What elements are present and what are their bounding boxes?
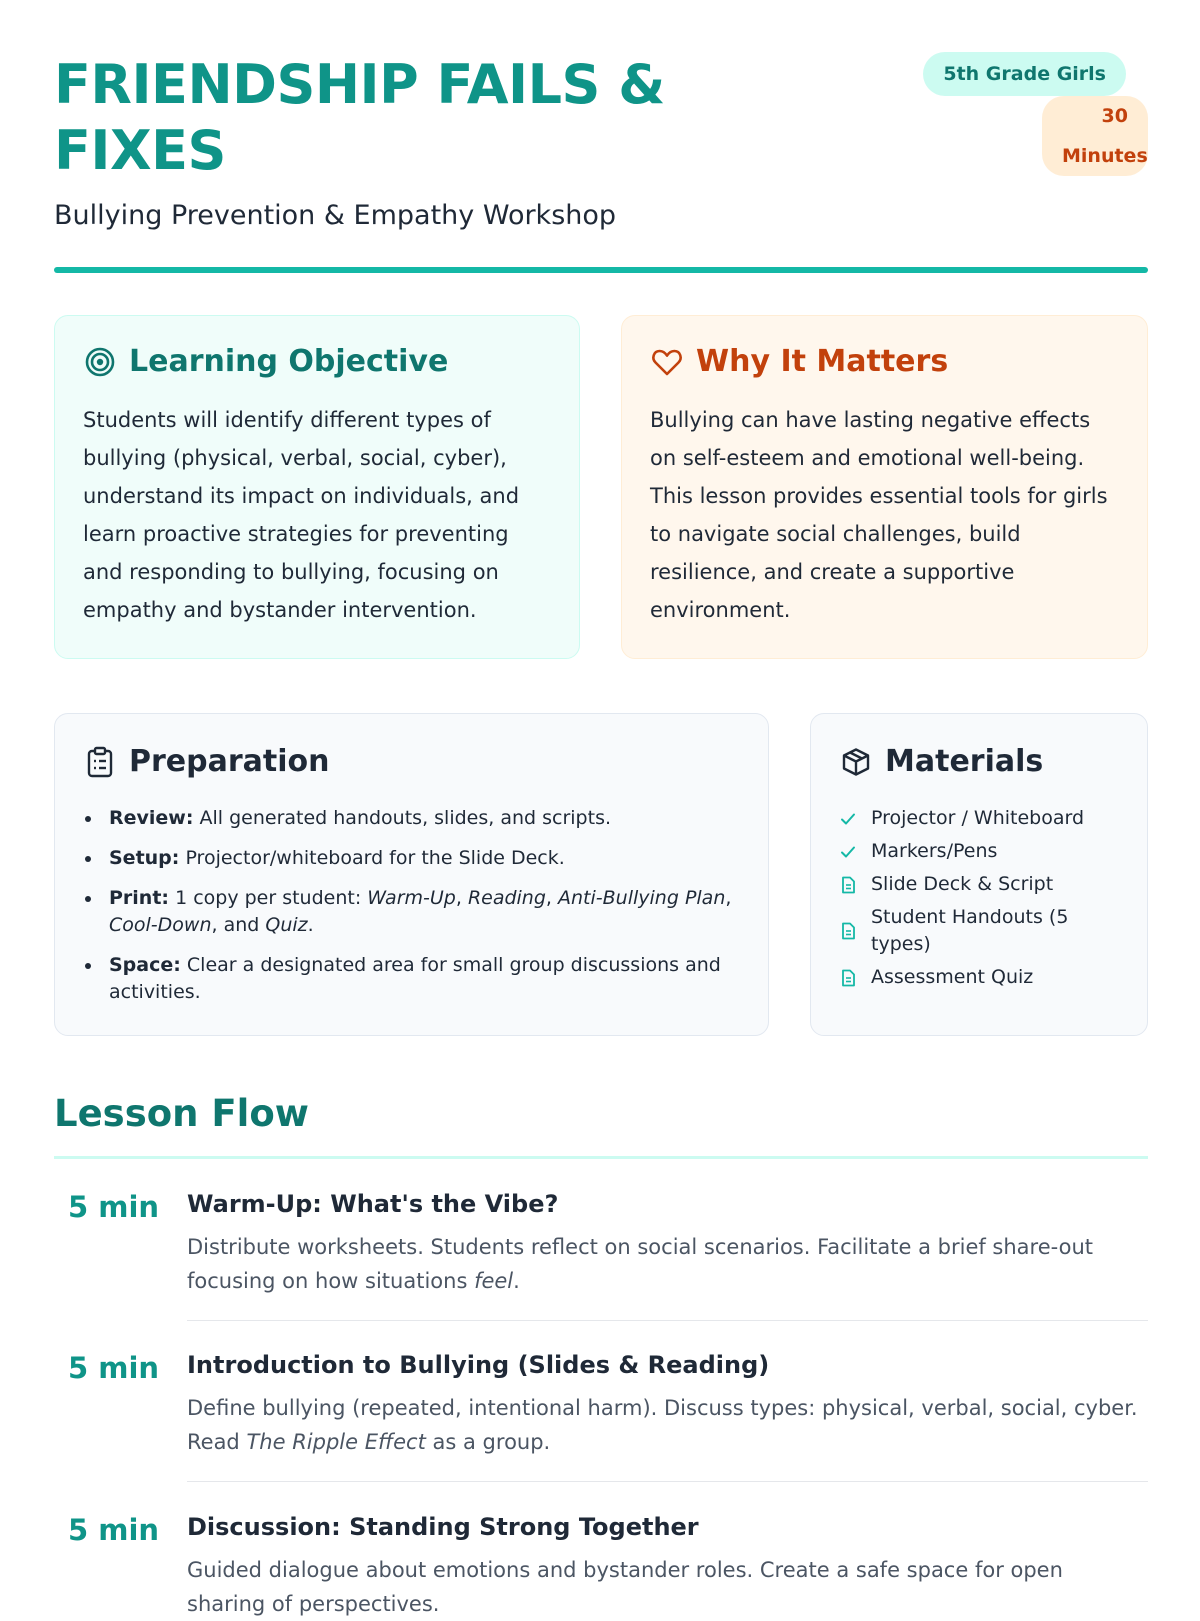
preparation-card [54, 713, 769, 1036]
grade-badge: 5th Grade Girls [923, 52, 1126, 96]
step-text: as a group. [432, 1430, 551, 1454]
learning-objective-heading [83, 344, 551, 379]
materials-item-label: Assessment Quiz [871, 966, 1034, 988]
item-em: Reading [467, 887, 546, 909]
learning-objective-title: Learning Objective [129, 344, 449, 379]
materials-item-label: Markers/Pens [871, 840, 998, 862]
materials-item [839, 964, 1119, 991]
item-label: Review: [109, 807, 194, 829]
preparation-item-setup [83, 845, 740, 872]
time-badge-value: 30 [1101, 105, 1128, 127]
page-subtitle: Bullying Prevention & Empathy Workshop [54, 200, 617, 231]
document-icon [839, 922, 857, 940]
item-em: Cool-Down [109, 914, 212, 936]
step-description [187, 1230, 1147, 1298]
step-title: Warm-Up: What's the Vibe? [187, 1190, 559, 1218]
why-it-matters-title: Why It Matters [696, 344, 949, 379]
clipboard-icon [83, 745, 117, 779]
step-text: Define bullying (repeated, intentional harm). Discuss types: physical, verbal, social, cyber. Read [187, 1396, 1138, 1454]
materials-item [839, 871, 1119, 898]
materials-item-label: Slide Deck & Script [871, 873, 1054, 895]
step-duration: 5 min [68, 1351, 160, 1385]
item-label: Space: [109, 954, 181, 976]
item-em: Anti-Bullying Plan [558, 887, 726, 909]
learning-objective-card [54, 315, 580, 659]
materials-heading [839, 744, 1119, 779]
preparation-heading [83, 744, 740, 779]
step-duration: 5 min [68, 1190, 160, 1224]
why-it-matters-heading [650, 344, 1119, 379]
item-text: 1 copy per student: [175, 887, 362, 909]
step-divider [187, 1320, 1148, 1321]
materials-title: Materials [885, 744, 1044, 779]
item-text: Projector/whiteboard for the Slide Deck. [185, 847, 565, 869]
item-em: Quiz [265, 914, 308, 936]
materials-item [839, 838, 1119, 865]
materials-item-label: Projector / Whiteboard [871, 807, 1085, 829]
step-em: feel [474, 1269, 514, 1293]
badges [858, 52, 1148, 176]
document-icon [839, 969, 857, 987]
page-title: FRIENDSHIP FAILS & FIXES [54, 53, 665, 182]
check-icon [839, 810, 857, 828]
lesson-flow-title: Lesson Flow [54, 1092, 309, 1135]
time-badge [1042, 96, 1148, 176]
item-text: and [223, 914, 260, 936]
item-text: Clear a designated area for small group discussions and activities. [109, 954, 721, 1003]
learning-objective-text: Students will identify different types of bullying (physical, verbal, social, cyber), understand its impact on individuals, and learn proactive strategies for preventing and responding to bullying, focusing on empathy and bystander intervention. [83, 408, 520, 622]
step-text: Distribute worksheets. Students reflect on social scenarios. Facilitate a brief share-out focusing on how situations [187, 1235, 1094, 1293]
heart-icon [650, 345, 684, 379]
preparation-item-print: Print: 1 copy per student: Warm-Up, Reading, Anti-Bullying Plan, Cool-Down, and Quiz. [83, 885, 740, 939]
header [54, 52, 1148, 282]
step-divider [187, 1481, 1148, 1482]
materials-card [810, 713, 1148, 1036]
step-title: Discussion: Standing Strong Together [187, 1513, 699, 1541]
materials-list [839, 805, 1119, 991]
item-text: All generated handouts, slides, and scripts. [199, 807, 612, 829]
step-text: . [513, 1269, 520, 1293]
materials-item-label: Student Handouts (5 types) [871, 906, 1069, 955]
preparation-item-review [83, 805, 740, 832]
materials-item [839, 805, 1119, 832]
target-icon [83, 345, 117, 379]
step-em: The Ripple Effect [246, 1430, 426, 1454]
why-it-matters-card [621, 315, 1148, 659]
step-description [187, 1391, 1147, 1459]
time-badge-unit: Minutes [1062, 145, 1148, 167]
item-label: Setup: [109, 847, 180, 869]
why-it-matters-text: Bullying can have lasting negative effects on self-esteem and emotional well-being. This lesson provides essential tools for girls to navigate social challenges, build resilience, and create a supportive environment. [650, 408, 1108, 622]
check-icon [839, 843, 857, 861]
item-em: Warm-Up [367, 887, 456, 909]
step-duration: 5 min [68, 1513, 160, 1547]
item-label: Print: [109, 887, 170, 909]
preparation-title: Preparation [129, 744, 330, 779]
box-icon [839, 745, 873, 779]
document-icon [839, 876, 857, 894]
preparation-list [83, 805, 740, 1006]
preparation-item-space [83, 952, 740, 1006]
header-divider [54, 267, 1148, 273]
materials-item [839, 904, 1119, 958]
step-description: Guided dialogue about emotions and bystander roles. Create a safe space for open sharing of perspectives. [187, 1558, 1063, 1616]
lesson-flow-divider [54, 1156, 1148, 1159]
step-title: Introduction to Bullying (Slides & Reading) [187, 1351, 770, 1379]
